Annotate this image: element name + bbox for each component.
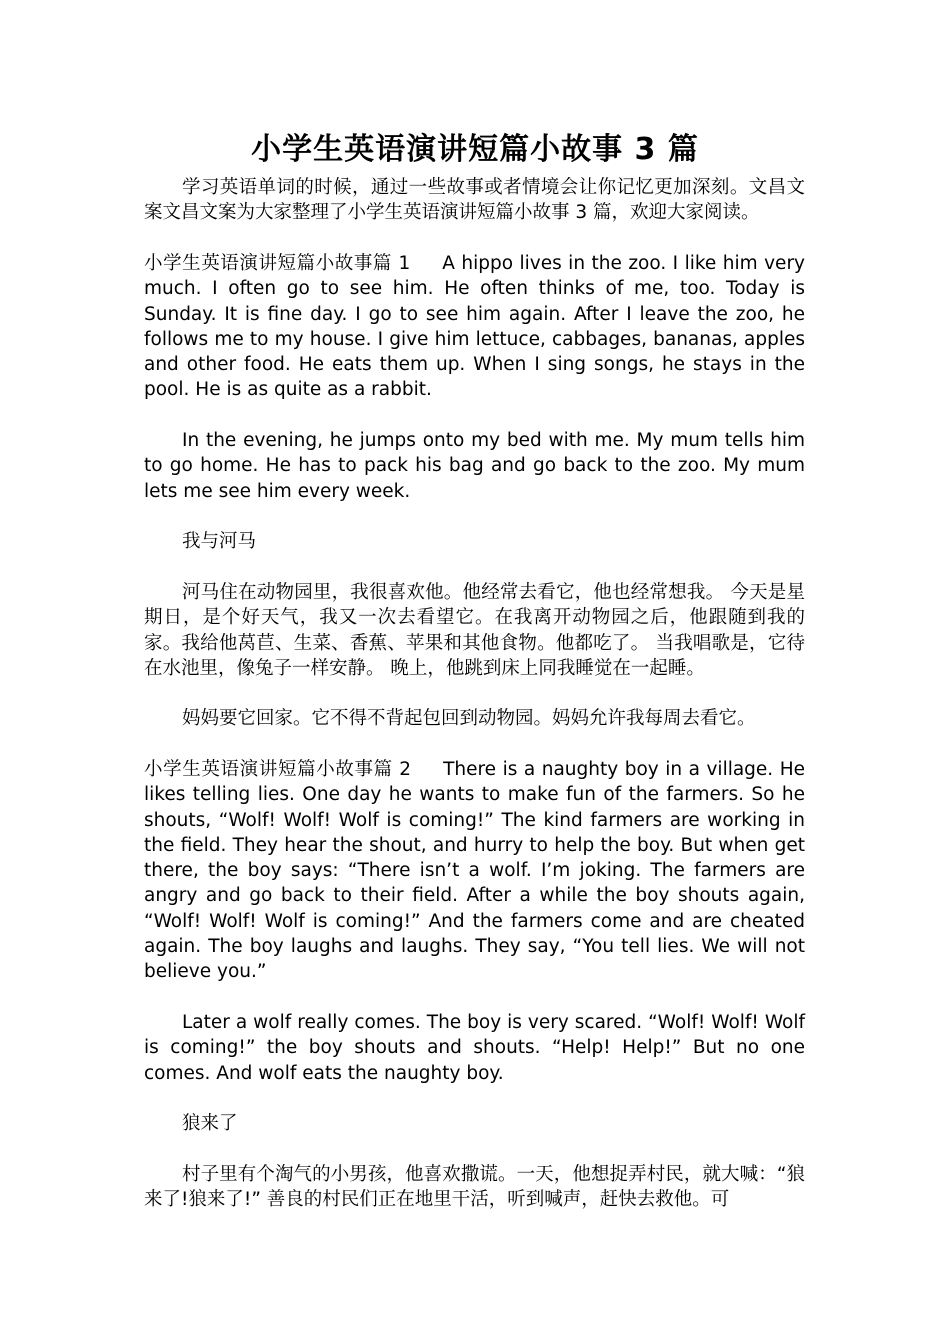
story1-heading: 小学生英语演讲短篇小故事篇 1 bbox=[144, 253, 411, 274]
story2-paragraph-2: Later a wolf really comes. The boy is very scared. “Wolf! Wolf! Wolf is coming!” the boy shouts and shouts. “Help! Help!” But no one comes. And wolf eats the naughty boy. bbox=[144, 1012, 805, 1084]
story2-chinese-paragraph-1: 村子里有个淘气的小男孩，他喜欢撒谎。一天，他想捉弄村民，就大喊：“狼来了!狼来了!” 善良的村民们正在地里干活，听到喊声，赶快去救他。可 bbox=[144, 1164, 805, 1211]
story1-chinese-paragraph-2: 妈妈要它回家。它不得不背起包回到动物园。妈妈允许我每周去看它。 bbox=[182, 708, 756, 729]
story2-chinese-title: 狼来了 bbox=[182, 1113, 238, 1134]
story2-text-1: There is a naughty boy in a village. He likes telling lies. One day he wants to make fun of the farmers. So he shouts, “Wolf! Wolf! Wolf is coming!” The kind farmers are working in the field. They hear the shout, and hurry to help the boy. But when get there, the boy says: “There isn’t a wolf. I’m joking. The farmers are angry and go back to their field. After a while the boy shouts again, “Wolf! Wolf! Wolf is coming!” And the farmers come and are cheated again. The boy laughs and laughs. They say, “You tell lies. We will not believe you.” bbox=[144, 759, 805, 983]
story1-text-1: A hippo lives in the zoo. I like him very much. I often go to see him. He often thinks of me, too. Today is Sunday. It is fine day. I go to see him again. After I leave the zoo, he follows me to my house. I give him lettuce, cabbages, bananas, apples and other food. He eats them up. When I sing songs, he stays in the pool. He is as quite as a rabbit. bbox=[144, 253, 805, 401]
story1-paragraph-1 bbox=[144, 251, 805, 403]
story1-chinese-title: 我与河马 bbox=[182, 531, 257, 552]
document-title: 小学生英语演讲短篇小故事 3 篇 bbox=[251, 132, 699, 167]
story1-paragraph-2: In the evening, he jumps onto my bed with me. My mum tells him to go home. He has to pack his bag and go back to the zoo. My mum lets me see him every week. bbox=[144, 430, 805, 502]
intro-paragraph: 学习英语单词的时候，通过一些故事或者情境会让你记忆更加深刻。文昌文案文昌文案为大家整理了小学生英语演讲短篇小故事 3 篇，欢迎大家阅读。 bbox=[144, 177, 805, 224]
story1-chinese-paragraph-1: 河马住在动物园里，我很喜欢他。他经常去看它，他也经常想我。 今天是星期日，是个好天气，我又一次去看望它。在我离开动物园之后，他跟随到我的家。我给他莴苣、生菜、香蕉、苹果和其他食物。他都吃了。 当我唱歌是，它待在水池里，像兔子一样安静。 晚上，他跳到床上同我睡觉在一起睡。 bbox=[144, 582, 805, 679]
story2-heading: 小学生英语演讲短篇小故事篇 2 bbox=[144, 759, 412, 780]
story2-paragraph-1 bbox=[144, 757, 805, 985]
